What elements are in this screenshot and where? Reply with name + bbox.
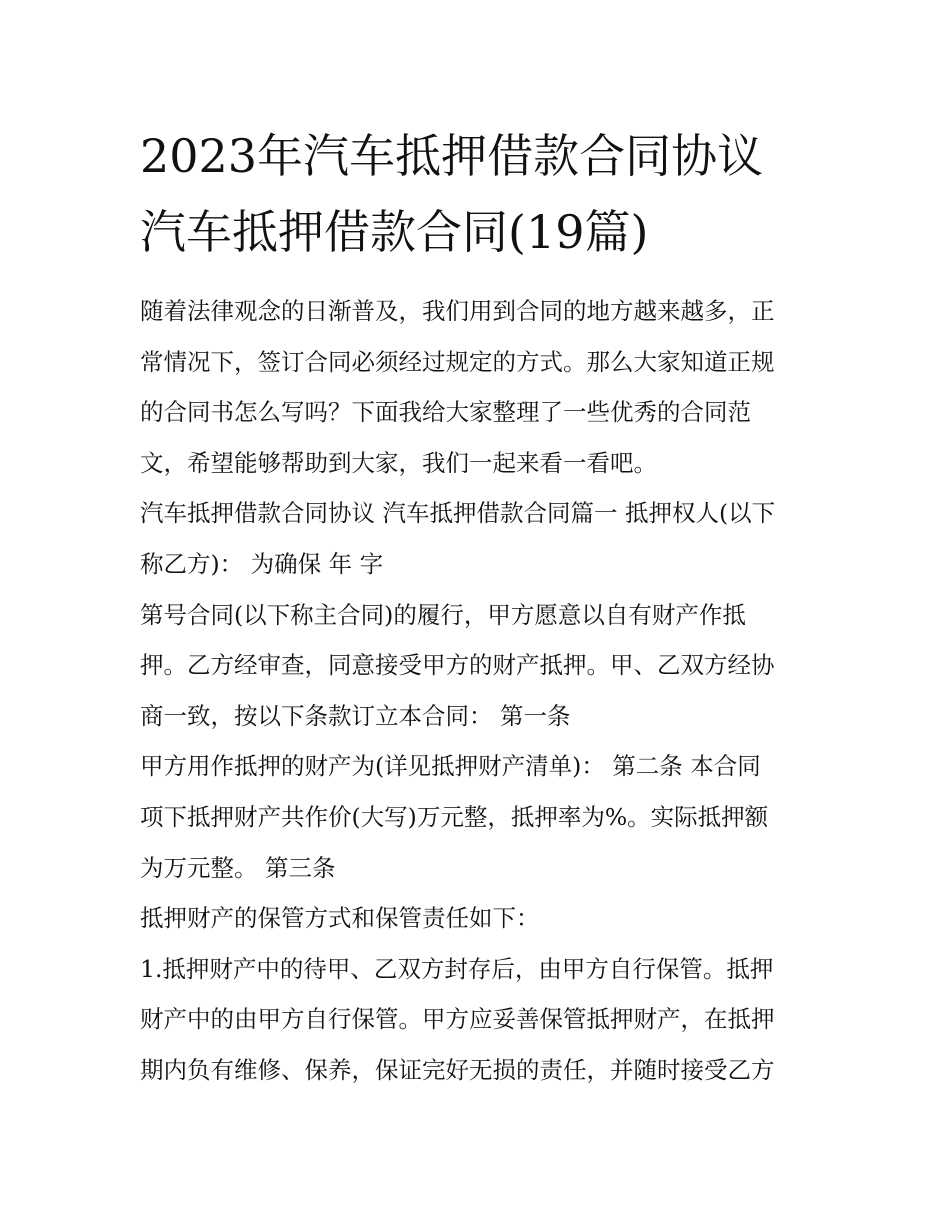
body-line: 汽车抵押借款合同协议 汽车抵押借款合同篇一 抵押权人(以下 bbox=[140, 499, 776, 528]
body-line: 为万元整。 第三条 bbox=[140, 853, 336, 882]
body-line: 甲方用作抵押的财产为(详见抵押财产清单)： 第二条 本合同 bbox=[140, 752, 761, 781]
body-line: 文，希望能够帮助到大家，我们一起来看一看吧。 bbox=[140, 448, 657, 477]
body-line: 称乙方)： 为确保 年 字 bbox=[140, 549, 384, 578]
body-line: 财产中的由甲方自行保管。甲方应妥善保管抵押财产，在抵押 bbox=[140, 1005, 775, 1034]
document-body bbox=[140, 286, 820, 1096]
body-line: 商一致，按以下条款订立本合同： 第一条 bbox=[140, 701, 571, 730]
document-title bbox=[140, 118, 820, 270]
body-line: 押。乙方经审查，同意接受甲方的财产抵押。甲、乙双方经协 bbox=[140, 651, 775, 680]
body-line: 抵押财产的保管方式和保管责任如下： bbox=[140, 904, 540, 933]
title-line: 汽车抵押借款合同(19篇) bbox=[140, 205, 649, 259]
body-line: 期内负有维修、保养，保证完好无损的责任，并随时接受乙方 bbox=[140, 1055, 775, 1084]
body-line: 第号合同(以下称主合同)的履行，甲方愿意以自有财产作抵 bbox=[140, 600, 746, 629]
body-line: 的合同书怎么写吗？下面我给大家整理了一些优秀的合同范 bbox=[140, 398, 751, 427]
document-page bbox=[140, 118, 820, 1096]
body-line: 1.抵押财产中的待甲、乙双方封存后，由甲方自行保管。抵押 bbox=[140, 954, 774, 983]
body-line: 项下抵押财产共作价(大写)万元整，抵押率为%。实际抵押额 bbox=[140, 802, 769, 831]
body-line: 随着法律观念的日渐普及，我们用到合同的地方越来越多，正 bbox=[140, 297, 775, 325]
title-line: 2023年汽车抵押借款合同协议 bbox=[140, 129, 764, 183]
body-line: 常情况下，签订合同必须经过规定的方式。那么大家知道正规 bbox=[140, 347, 775, 376]
